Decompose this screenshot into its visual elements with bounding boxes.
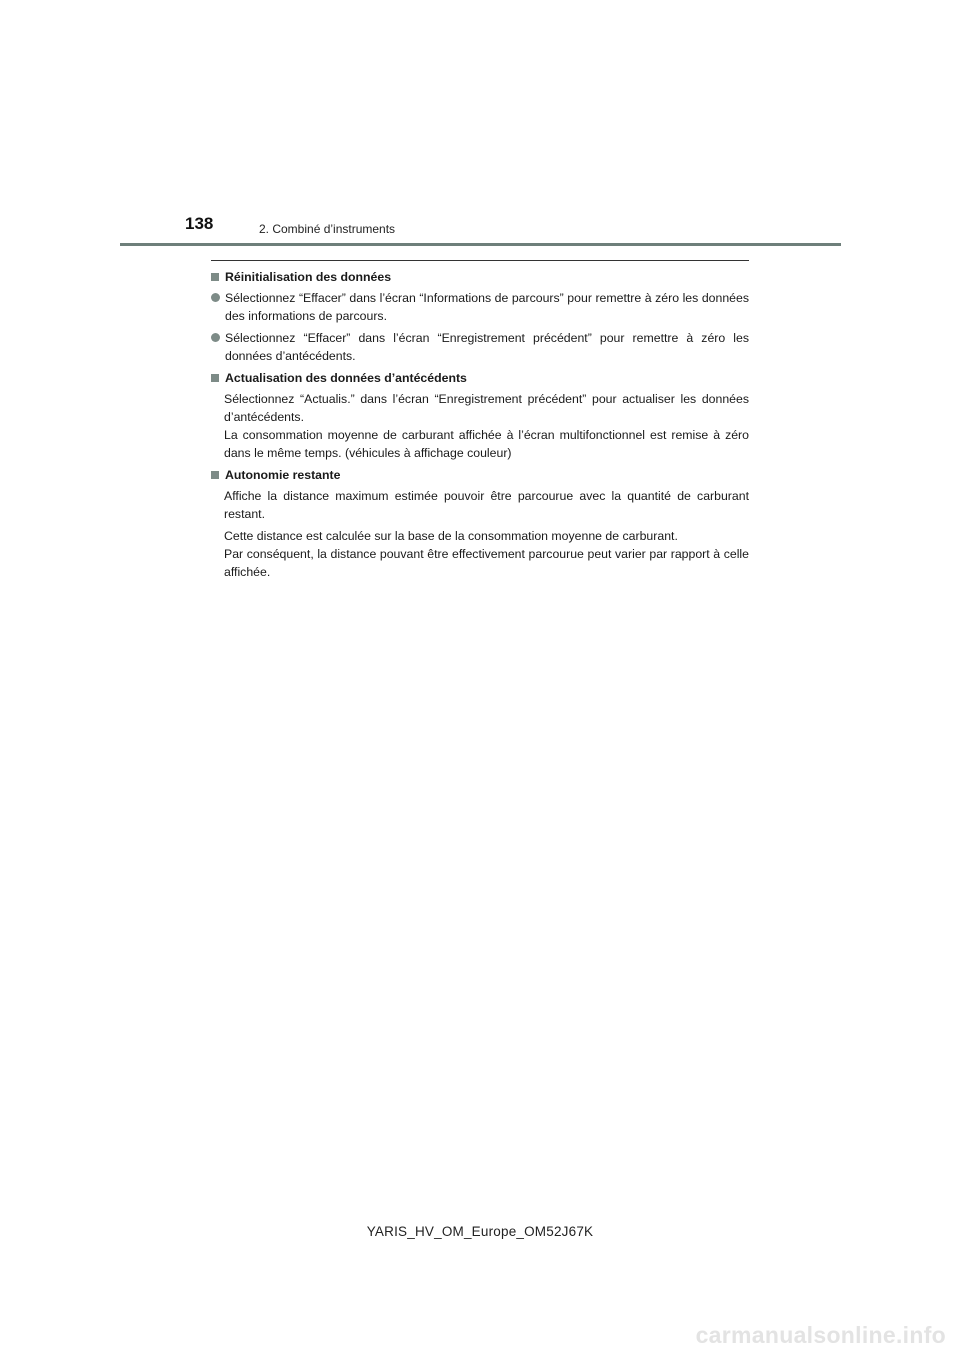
- page-number: 138: [185, 214, 214, 233]
- circle-bullet-icon: [211, 333, 220, 342]
- square-bullet-icon: [211, 273, 219, 281]
- section-divider: [211, 260, 749, 261]
- section-remaining-range: [211, 466, 749, 581]
- section-heading-text: Autonomie restante: [225, 468, 341, 482]
- section-heading-text: Réinitialisation des données: [225, 270, 392, 284]
- section-heading: [211, 268, 749, 286]
- page-content: [211, 268, 749, 585]
- list-item-text: Sélectionnez “Effacer” dans l’écran “Enregistrement précédent” pour remettre à zéro les données d’antécédents.: [225, 331, 749, 363]
- paragraph-line: La consommation moyenne de carburant affichée à l’écran multifonctionnel est remise à zéro dans le même temps. (véhicules à affichage couleur): [224, 428, 749, 460]
- section-heading-text: Actualisation des données d’antécédents: [225, 371, 467, 385]
- section-update-history: [211, 369, 749, 462]
- section-heading: [211, 369, 749, 387]
- chapter-title: 2. Combiné d’instruments: [259, 222, 396, 236]
- paragraph-line: Sélectionnez “Actualis.” dans l’écran “Enregistrement précédent” pour actualiser les données d’antécédents.: [224, 392, 749, 424]
- list-item: [211, 329, 749, 365]
- paragraph: [224, 390, 749, 462]
- paragraph: Affiche la distance maximum estimée pouvoir être parcourue avec la quantité de carburant restant.: [224, 489, 749, 521]
- list-item: [211, 289, 749, 325]
- circle-bullet-icon: [211, 293, 220, 302]
- paragraph-line: Par conséquent, la distance pouvant être effectivement parcourue peut varier par rapport à celle affichée.: [224, 547, 749, 579]
- list-item-text: Sélectionnez “Effacer” dans l’écran “Informations de parcours” pour remettre à zéro les données des informations de parcours.: [225, 291, 749, 323]
- document-code: YARIS_HV_OM_Europe_OM52J67K: [366, 1224, 594, 1239]
- square-bullet-icon: [211, 471, 219, 479]
- section-heading: [211, 466, 749, 484]
- watermark: carmanualsonline.info: [695, 1322, 946, 1348]
- square-bullet-icon: [211, 374, 219, 382]
- header-divider: [120, 243, 841, 246]
- paragraph-line: Cette distance est calculée sur la base de la consommation moyenne de carburant.: [224, 529, 678, 543]
- section-reset-data: [211, 268, 749, 365]
- paragraph: [224, 527, 749, 581]
